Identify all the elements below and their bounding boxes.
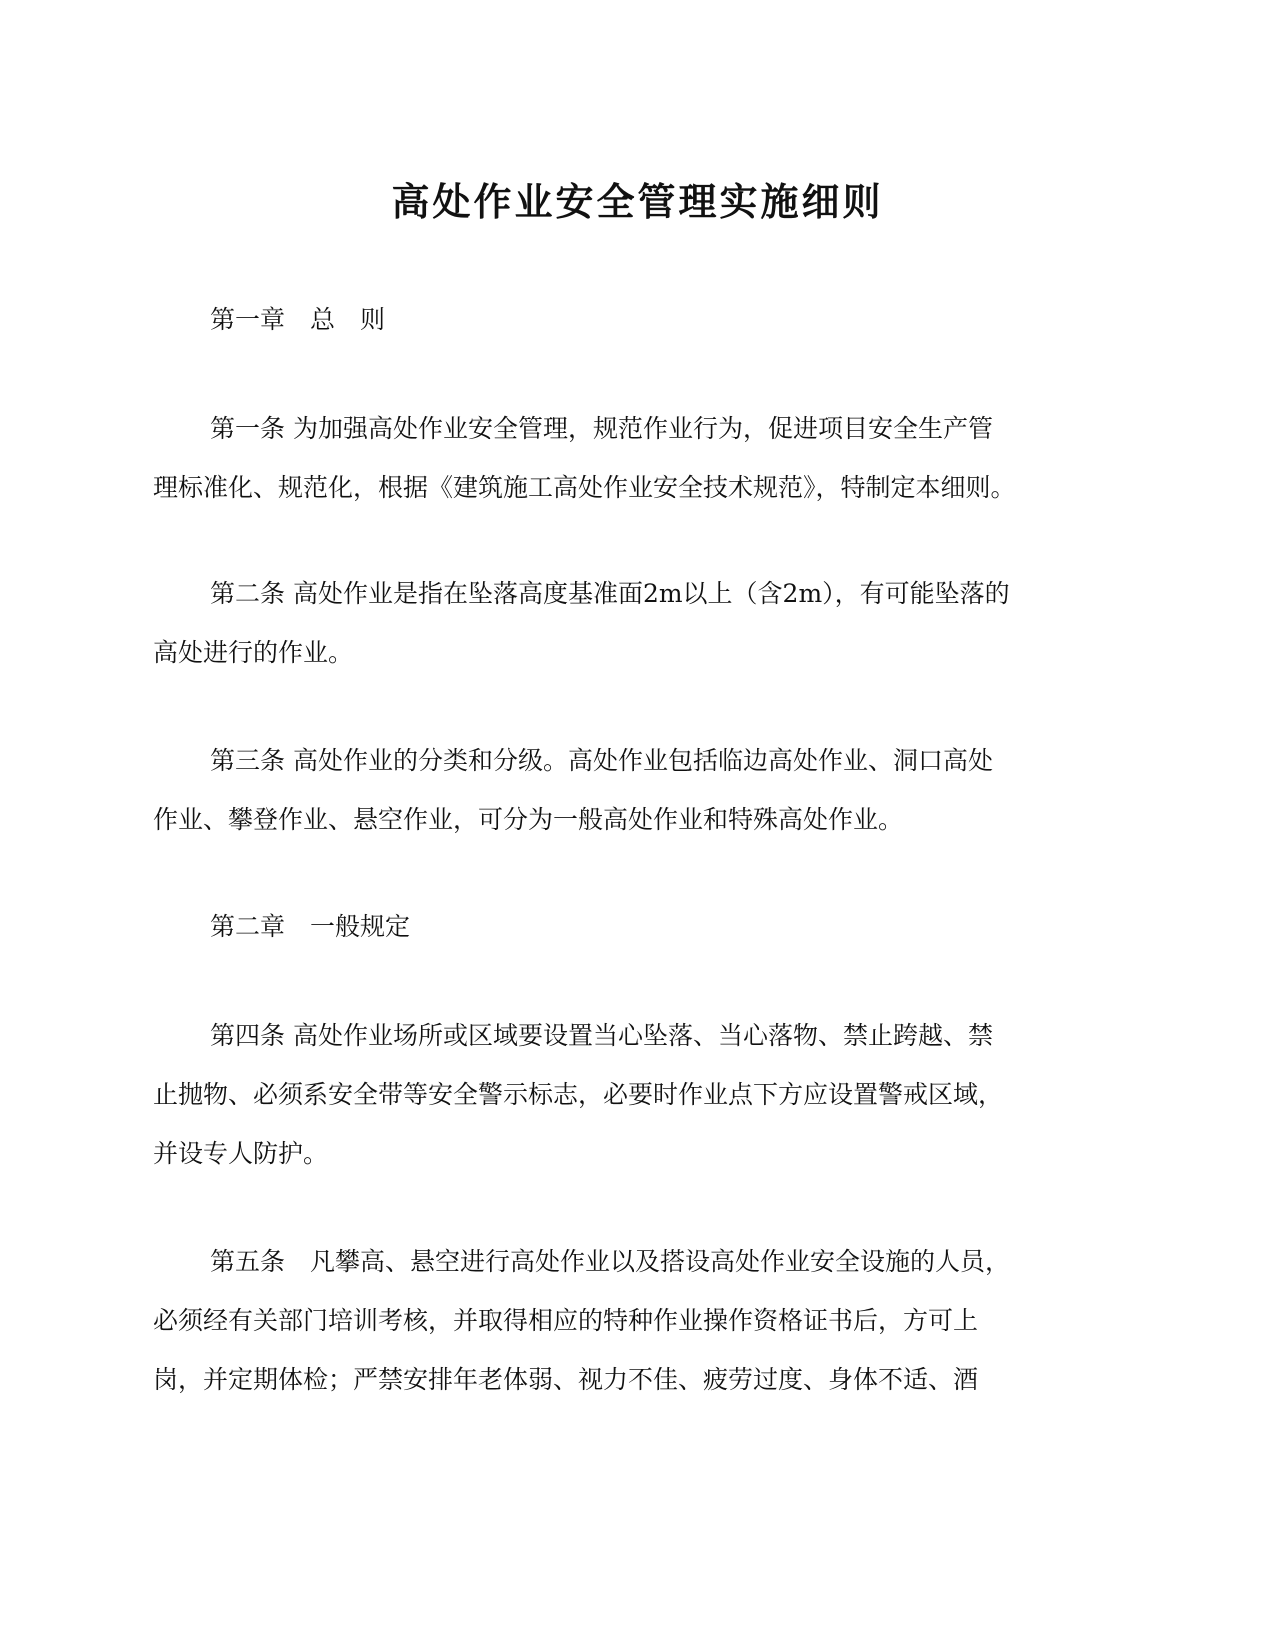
article-4-line-3: 并设专人防护。: [153, 1139, 329, 1168]
article-1-line-2: 理标准化、规范化，根据《建筑施工高处作业安全技术规范》，特制定本细则。: [153, 473, 1016, 502]
article-5-line-2: 必须经有关部门培训考核，并取得相应的特种作业操作资格证书后，方可上: [153, 1306, 979, 1335]
article-3-line-1: 第三条 高处作业的分类和分级。高处作业包括临边高处作业、洞口高处: [210, 746, 993, 775]
article-5-line-3: 岗，并定期体检；严禁安排年老体弱、视力不佳、疲劳过度、身体不适、酒: [153, 1365, 979, 1394]
article-4-line-1: 第四条 高处作业场所或区域要设置当心坠落、当心落物、禁止跨越、禁: [210, 1021, 993, 1050]
article-2-line-2: 高处进行的作业。: [153, 638, 354, 667]
article-4: [153, 1006, 1133, 1183]
article-5: [153, 1232, 1133, 1409]
article-2: [153, 564, 1133, 682]
article-2-line-1: 第二条 高处作业是指在坠落高度基准面2m以上（含2m），有可能坠落的: [210, 579, 1010, 608]
article-3: [153, 731, 1133, 849]
article-3-line-2: 作业、攀登作业、悬空作业，可分为一般高处作业和特殊高处作业。: [153, 805, 904, 834]
article-5-line-1: 第五条 凡攀高、悬空进行高处作业以及搭设高处作业安全设施的人员，: [210, 1247, 1011, 1276]
chapter-1-heading: 第一章 总 则: [210, 305, 386, 334]
article-1-line-1: 第一条 为加强高处作业安全管理，规范作业行为，促进项目安全生产管: [210, 414, 993, 443]
article-4-line-2: 止抛物、必须系安全带等安全警示标志，必要时作业点下方应设置警戒区域，: [153, 1080, 1004, 1109]
chapter-2-heading: 第二章 一般规定: [210, 912, 411, 941]
article-1: [153, 399, 1133, 517]
document-title: 高处作业安全管理实施细则: [391, 180, 884, 224]
